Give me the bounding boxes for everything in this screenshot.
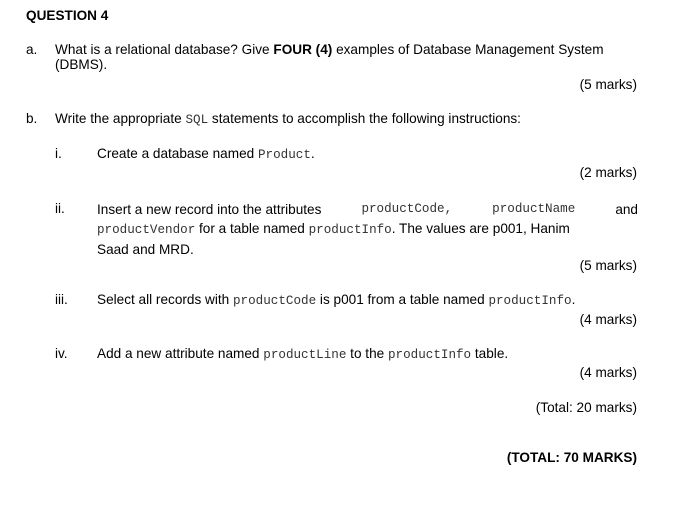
item-ii-code2: productName [492,202,576,216]
section-total: (Total: 20 marks) [535,400,637,415]
question-a-bold: FOUR (4) [273,42,333,57]
item-iii-post: . [571,292,576,307]
item-ii-label: ii. [55,201,65,216]
item-iii-text [97,292,575,308]
item-iv-label: iv. [55,346,68,361]
item-ii-marks: (5 marks) [579,258,637,273]
question-b-label: b. [26,111,38,126]
question-b-code: SQL [185,113,209,127]
item-ii-pre: Insert a new record into the attributes [97,202,322,217]
item-iii-code2: productInfo [488,294,572,308]
item-iii-code1: productCode [233,294,317,308]
item-iii-marks: (4 marks) [579,312,637,327]
item-iv-code2: productInfo [387,348,472,362]
grand-total: (TOTAL: 70 MARKS) [506,450,637,465]
item-iii-pre: Select all records with [97,292,233,307]
item-i-pre: Create a database named [97,146,258,161]
item-iv-pre: Add a new attribute named [97,346,264,361]
item-ii-line2 [97,219,638,240]
question-title: QUESTION 4 [26,8,109,23]
item-iv-marks: (4 marks) [579,365,637,380]
question-b-text [55,111,645,127]
item-iv-post: table. [471,346,509,361]
item-ii-code4: productInfo [308,223,392,237]
question-a-text [55,42,645,72]
question-a-text-line2: (DBMS). [55,57,108,72]
question-a-text-post: examples of Database Management System [332,42,604,57]
item-i-text [97,146,315,162]
item-iv-code1: productLine [263,348,347,362]
item-i-marks: (2 marks) [579,165,637,180]
item-iii-mid: is p001 from a table named [316,292,489,307]
item-i-code: Product [257,148,311,162]
item-i-post: . [310,146,315,161]
question-b-text-post: statements to accomplish the following instructions: [208,111,521,126]
item-ii-line3-wrap [97,240,638,259]
item-ii-post: . The values are p001, Hanim [391,221,570,236]
item-ii-mid1: and [615,202,638,217]
item-ii-line3: Saad and MRD. [97,242,194,257]
question-a-label: a. [26,42,38,57]
item-ii-code3: productVendor [97,223,196,237]
item-ii-line1 [97,200,638,219]
item-ii-pre-wrap [97,200,321,219]
item-ii-mid2: for a table named [195,221,309,236]
item-ii-text [97,200,638,259]
item-iv-text [97,346,508,362]
item-ii-code1: productCode, [361,202,453,216]
question-a-marks: (5 marks) [579,77,637,92]
item-iii-label: iii. [55,292,68,307]
item-ii-line2-left [97,219,570,240]
question-b-text-pre: Write the appropriate [55,111,186,126]
item-i-label: i. [55,146,62,161]
item-iv-mid: to the [346,346,388,361]
question-a-text-pre: What is a relational database? Give [55,42,274,57]
